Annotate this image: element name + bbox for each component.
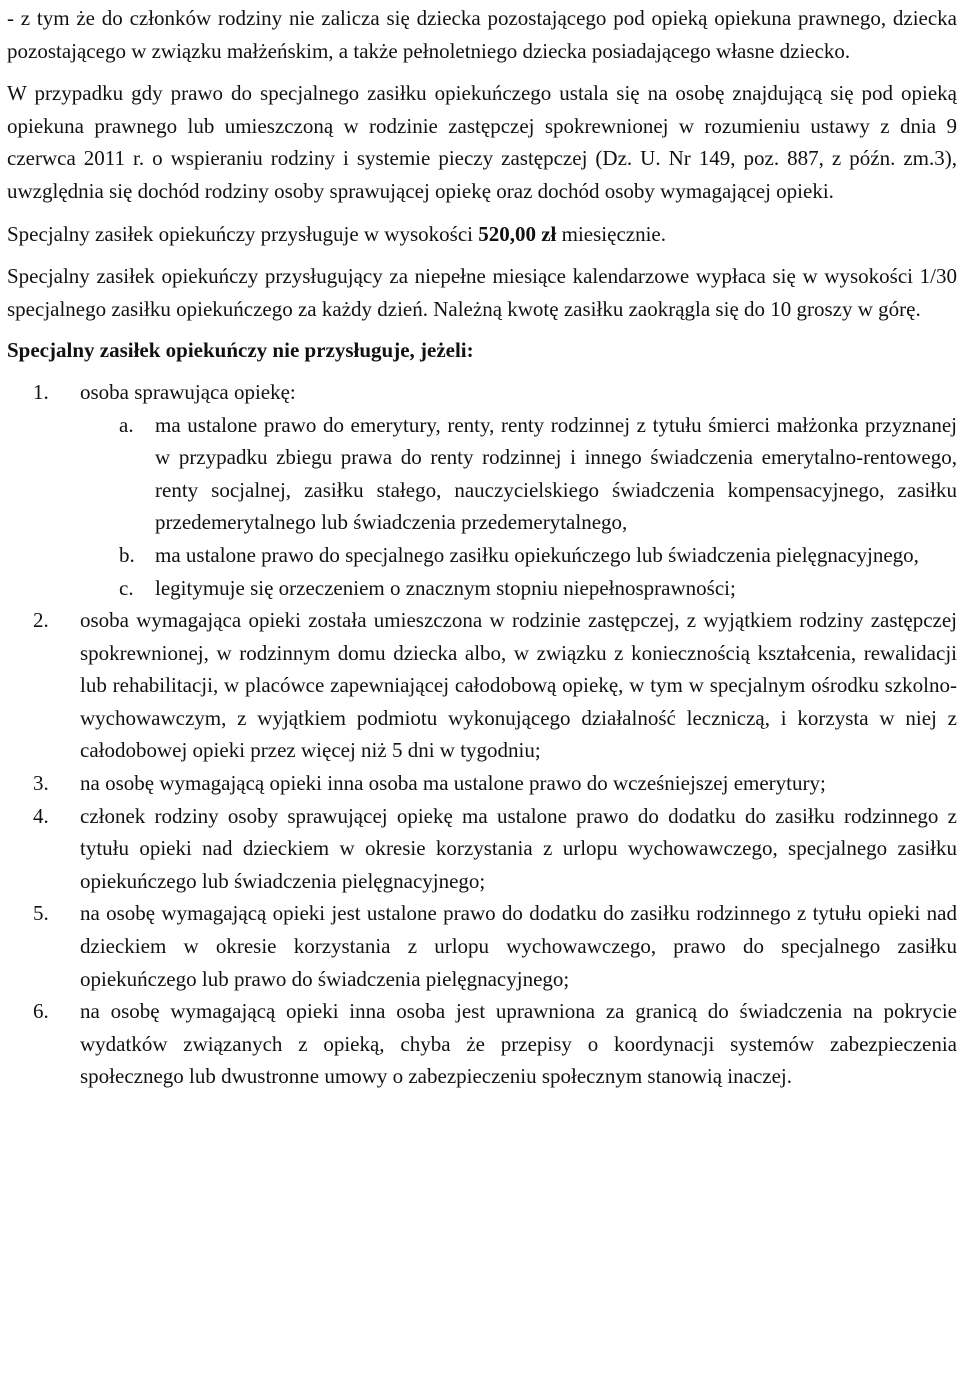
paragraph-partial-month: Specjalny zasiłek opiekuńczy przysługujący za niepełne miesiące kalendarzowe wypłaca się w wysokości 1/30 specjalnego zasiłku opiekuńczego za każdy dzień. Należną kwotę zasiłku zaokrągla się do 10 groszy w górę. bbox=[7, 264, 957, 321]
paragraph-allowance-amount bbox=[7, 218, 957, 251]
list-item-text: na osobę wymagającą opieki inna osoba ma ustalone prawo do wcześniejszej emerytury; bbox=[80, 771, 826, 796]
list-number: 5. bbox=[33, 901, 49, 926]
list-item bbox=[7, 800, 957, 898]
sub-list-item bbox=[7, 409, 957, 539]
list-item-text: osoba wymagająca opieki została umieszczona w rodzinie zastępczej, z wyjątkiem rodziny zastępczej spokrewnionej, w rodzinnym domu dziecka albo, w związku z koniecznością kształcenia, rewalidacji lub rehabilitacji, w placówce zapewniającej całodobową opiekę, w tym w specjalnym ośrodku szkolno-wychowawczym, z wyjątkiem podmiotu wykonującego działalność leczniczą, i korzysta w niej z całodobowej opieki przez więcej niż 5 dni w tygodniu; bbox=[80, 608, 957, 763]
list-number: 2. bbox=[33, 608, 49, 633]
amount-text-start: Specjalny zasiłek opiekuńczy przysługuje w wysokości bbox=[7, 221, 479, 246]
sub-list-text: ma ustalone prawo do emerytury, renty, renty rodzinnej z tytułu śmierci małżonka przyznanej w przypadku zbiegu prawa do renty rodzinnej i innego świadczenia emerytalno-rentowego, renty socjalnej, zasiłku stałego, nauczycielskiego świadczenia kompensacyjnego, zasiłku przedemerytalnego lub świadczenia przedemerytalnego, bbox=[155, 412, 957, 535]
allowance-amount: 520,00 zł bbox=[478, 221, 557, 246]
sub-list-item bbox=[7, 539, 957, 572]
list-item-text: osoba sprawująca opiekę: bbox=[80, 379, 296, 404]
sub-list-item bbox=[7, 572, 957, 605]
sub-list-text: legitymuje się orzeczeniem o znacznym stopniu niepełnosprawności; bbox=[155, 575, 736, 600]
exclusions-list bbox=[7, 376, 957, 1093]
paragraph-guardian-income: W przypadku gdy prawo do specjalnego zasiłku opiekuńczego ustala się na osobę znajdującą się pod opieką opiekuna prawnego lub umieszczoną w rodzinie zastępczej spokrewnionej w rozumieniu ustawy z dnia 9 czerwca 2011 r. o wspieraniu rodziny i systemie pieczy zastępczej (Dz. U. Nr 149, poz. 887, z późn. zm.3), uwzględnia się dochód rodziny osoby sprawującej opiekę oraz dochód osoby wymagającej opieki. bbox=[7, 81, 957, 203]
list-item bbox=[7, 604, 957, 767]
list-number: 4. bbox=[33, 803, 49, 828]
section-heading: Specjalny zasiłek opiekuńczy nie przysługuje, jeżeli: bbox=[7, 338, 474, 363]
list-item bbox=[7, 767, 957, 800]
list-item bbox=[7, 897, 957, 995]
sub-list-letter: b. bbox=[119, 542, 135, 567]
list-number: 6. bbox=[33, 999, 49, 1024]
list-number: 1. bbox=[33, 379, 49, 404]
sub-list-text: ma ustalone prawo do specjalnego zasiłku opiekuńczego lub świadczenia pielęgnacyjnego, bbox=[155, 542, 919, 567]
list-item bbox=[7, 376, 957, 409]
sub-list-letter: c. bbox=[119, 575, 134, 600]
list-item-text: na osobę wymagającą opieki inna osoba jest uprawniona za granicą do świadczenia na pokrycie wydatków związanych z opieką, chyba że przepisy o koordynacji systemów zabezpieczenia społecznego lub dwustronne umowy o zabezpieczeniu społecznym stanowią inaczej. bbox=[80, 999, 957, 1089]
list-item-text: na osobę wymagającą opieki jest ustalone prawo do dodatku do zasiłku rodzinnego z tytułu opieki nad dzieckiem w okresie korzystania z urlopu wychowawczego, prawo do specjalnego zasiłku opiekuńczego lub prawo do świadczenia pielęgnacyjnego; bbox=[80, 901, 957, 991]
list-number: 3. bbox=[33, 771, 49, 796]
list-item-text: członek rodziny osoby sprawującej opiekę ma ustalone prawo do dodatku do zasiłku rodzinnego z tytułu opieki nad dzieckiem w okresie korzystania z urlopu wychowawczego, specjalnego zasiłku opiekuńczego lub świadczenia pielęgnacyjnego; bbox=[80, 803, 957, 893]
list-item bbox=[7, 995, 957, 1093]
paragraph-family-members-exclusion: - z tym że do członków rodziny nie zalicza się dziecka pozostającego pod opieką opiekuna prawnego, dziecka pozostającego w związku małżeńskim, a także pełnoletniego dziecka posiadającego własne dziecko. bbox=[7, 6, 957, 63]
sub-list-letter: a. bbox=[119, 412, 134, 437]
amount-text-end: miesięcznie. bbox=[556, 221, 666, 246]
